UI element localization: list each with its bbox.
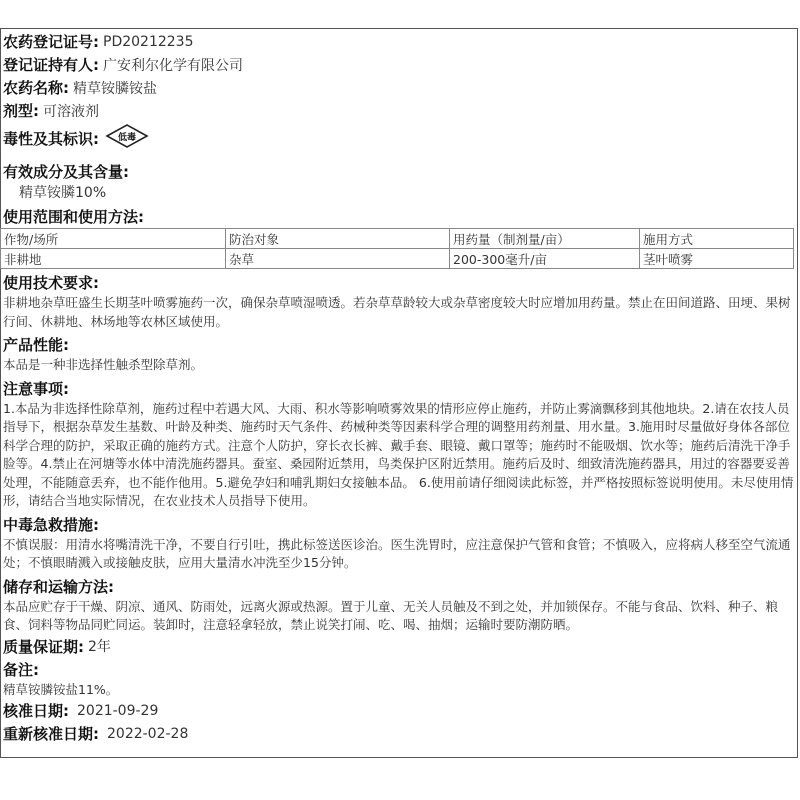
tech-label: 使用技术要求: bbox=[3, 274, 99, 292]
usage-header-target: 防治对象 bbox=[226, 229, 450, 249]
approval-date: 2021-09-29 bbox=[77, 702, 159, 719]
usage-table-header bbox=[1, 229, 794, 249]
holder-row bbox=[3, 53, 797, 76]
usage-label: 使用范围和使用方法: bbox=[3, 208, 144, 226]
notes-label: 注意事项: bbox=[3, 379, 69, 398]
usage-cell-crop: 非耕地 bbox=[1, 249, 226, 269]
performance-label: 产品性能: bbox=[3, 336, 69, 354]
notes-text: 1.本品为非选择性除草剂，施药过程中若遇大风、大雨、积水等影响喷雾效果的情形应停止施药，并防止雾滴飘移到其他地块。2.请在农技人员指导下，根据杂草发生基数、叶龄及种类、施药时天气条件、药械种类等因素科学合理的调整用药剂量、用水量。3.施用时尽量做好身体各部位科学合理的防护，采取正确的施药方式。注意个人防护，穿长衣长裤、戴手套、眼镜、戴口罩等；施药时不能吸烟、饮水等；施药后清洗干净手脸等。4.禁止在河塘等水体中清洗施药器具。蚕室、桑园附近禁用，鸟类保护区附近禁用。施药后及时、细致清洗施药器具，用过的容器要妥善处理，不能随意丢弃，也不能作他用。5.避免孕妇和哺乳期妇女接触本品。 6.使用前请仔细阅读此标签，并严格按照标签说明使用。未尽使用情形，请结合当地实际情况，在农业技术人员指导下使用。 bbox=[3, 400, 794, 508]
first-aid-label: 中毒急救措施: bbox=[3, 515, 99, 534]
storage-row bbox=[3, 575, 797, 598]
storage-label: 储存和运输方法: bbox=[3, 577, 114, 596]
holder-label: 登记证持有人: bbox=[3, 56, 99, 74]
reapproval-date: 2022-02-28 bbox=[107, 725, 189, 742]
formulation-row bbox=[3, 99, 797, 122]
warranty-row bbox=[3, 635, 797, 658]
tech-text: 非耕地杂草旺盛生长期茎叶喷雾施药一次，确保杂草喷湿喷透。若杂草草龄较大或杂草密度较大时应增加用药量。禁止在田间道路、田埂、果树行间、休耕地、林场地等农林区域使用。 bbox=[3, 295, 791, 329]
warranty-value: 2年 bbox=[88, 639, 111, 655]
toxicity-badge-icon bbox=[105, 123, 149, 153]
reg-no-row bbox=[3, 30, 797, 53]
performance-row bbox=[3, 333, 797, 356]
storage-text: 本品应贮存于干燥、阴凉、通风、防雨处，远离火源或热源。置于儿童、无关人员触及不到之处，并加锁保存。不能与食品、饮料、种子、粮食、饲料等物品同贮同运。装卸时，注意轻拿轻放，禁止说笑打闹、吃、喝、抽烟；运输时要防潮防晒。 bbox=[3, 598, 779, 632]
reapproval-row bbox=[3, 722, 797, 745]
formulation-value: 可溶液剂 bbox=[43, 103, 99, 120]
name-value: 精草铵膦铵盐 bbox=[73, 80, 157, 97]
reg-no-value: PD20212235 bbox=[103, 33, 194, 50]
usage-cell-target: 杂草 bbox=[226, 249, 450, 269]
remarks-text: 精草铵膦铵盐11%。 bbox=[3, 681, 119, 697]
name-label: 农药名称: bbox=[3, 79, 69, 97]
approval-row bbox=[3, 699, 797, 722]
toxicity-row bbox=[3, 122, 797, 154]
name-row bbox=[3, 76, 797, 99]
notes-row bbox=[3, 377, 797, 400]
toxicity-label: 毒性及其标识: bbox=[3, 129, 99, 148]
formulation-label: 剂型: bbox=[3, 102, 39, 120]
ingredient-label: 有效成分及其含量: bbox=[3, 163, 129, 181]
warranty-label: 质量保证期: bbox=[3, 637, 84, 656]
first-aid-row bbox=[3, 513, 797, 536]
usage-table bbox=[0, 228, 794, 269]
remarks-label: 备注: bbox=[3, 660, 39, 679]
ingredient-value: 精草铵膦10% bbox=[19, 185, 107, 201]
usage-header-crop: 作物/场所 bbox=[1, 229, 226, 249]
remarks-row bbox=[3, 658, 797, 681]
usage-header-dosage: 用药量（制剂量/亩） bbox=[450, 229, 640, 249]
performance-text: 本品是一种非选择性触杀型除草剂。 bbox=[3, 357, 204, 372]
first-aid-text: 不慎误服：用清水将嘴清洗干净，不要自行引吐，携此标签送医诊治。医生洗胃时，应注意保护气管和食管；不慎吸入，应将病人移至空气流通处；不慎眼睛溅入或接触皮肤，应用大量清水冲洗至少15分钟。 bbox=[3, 536, 791, 570]
usage-cell-method: 茎叶喷雾 bbox=[640, 249, 794, 269]
approval-label: 核准日期: bbox=[3, 702, 69, 720]
ingredient-row bbox=[3, 160, 797, 183]
reapproval-label: 重新核准日期: bbox=[3, 725, 99, 743]
table-row bbox=[1, 249, 794, 269]
usage-cell-dosage: 200-300毫升/亩 bbox=[450, 249, 640, 269]
holder-value: 广安利尔化学有限公司 bbox=[103, 57, 243, 74]
pesticide-label bbox=[3, 30, 797, 745]
toxicity-badge-text: 低毒 bbox=[117, 133, 137, 143]
usage-row bbox=[3, 205, 797, 228]
reg-no-label: 农药登记证号: bbox=[3, 33, 99, 51]
usage-header-method: 施用方式 bbox=[640, 229, 794, 249]
tech-row bbox=[3, 271, 797, 294]
